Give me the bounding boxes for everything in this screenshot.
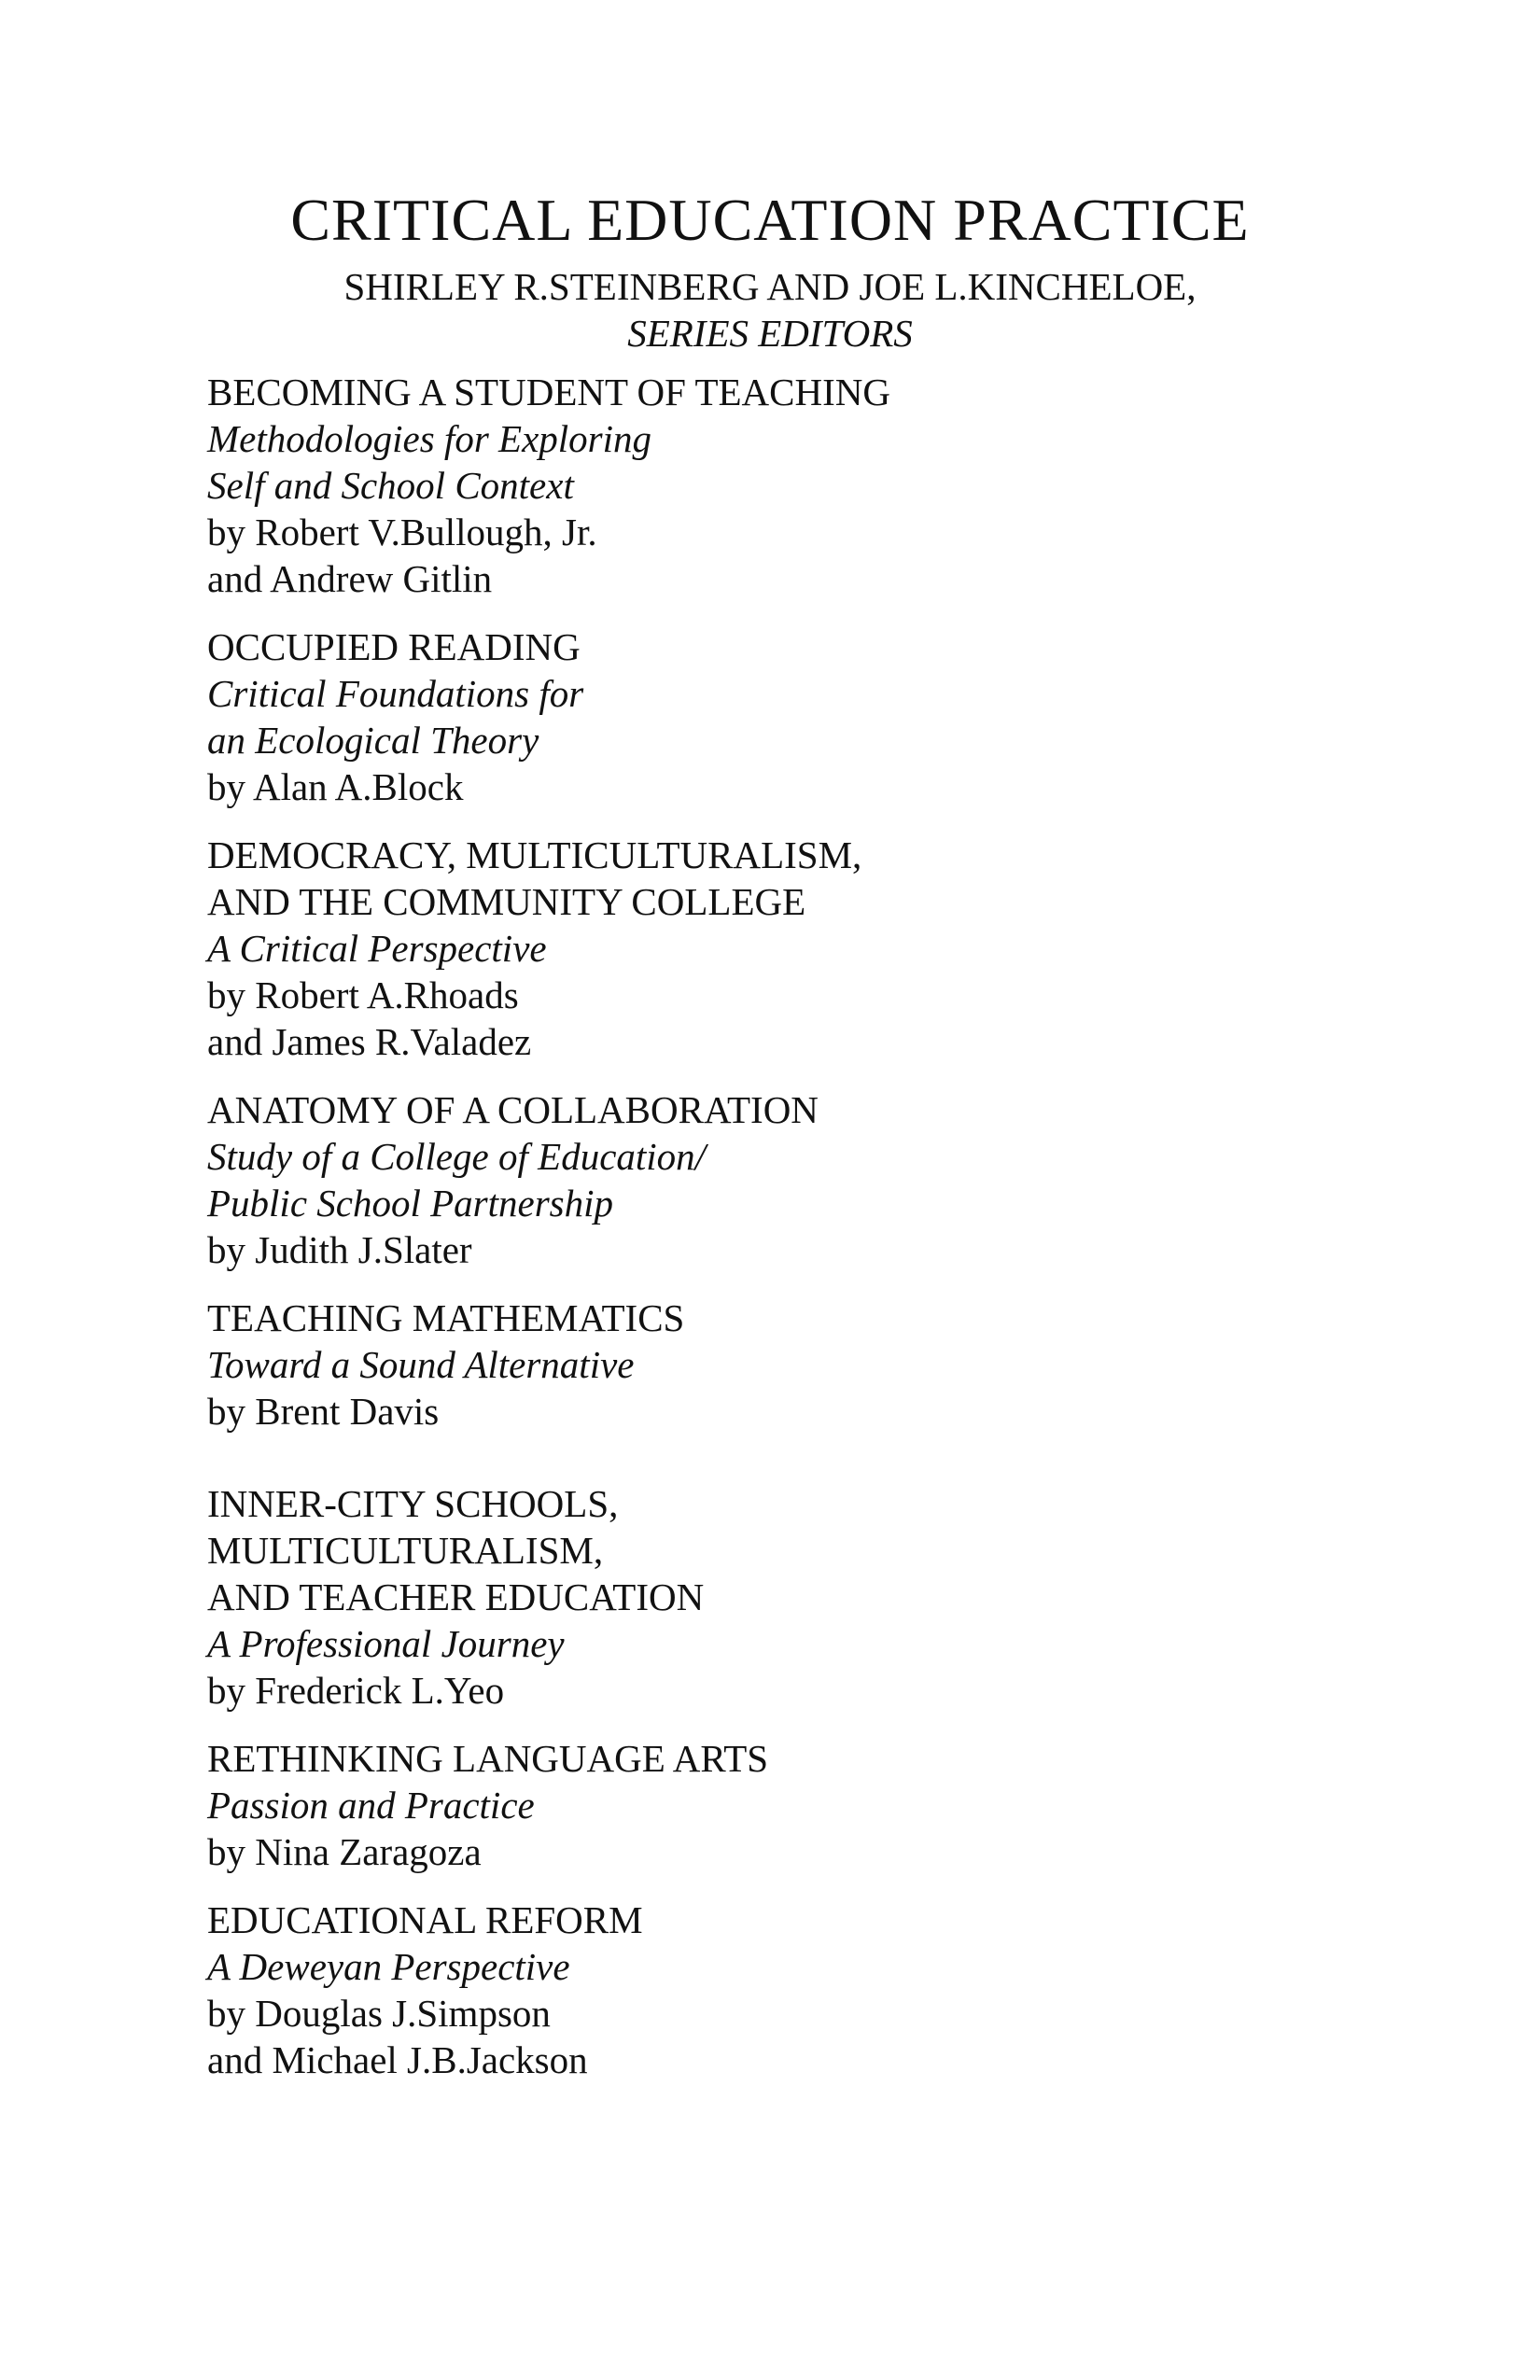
book-title: AND THE COMMUNITY COLLEGE [207, 880, 806, 923]
book-title: MULTICULTURALISM, [207, 1529, 604, 1572]
book-subtitle: A Critical Perspective [207, 927, 547, 970]
book-subtitle: Public School Partnership [207, 1182, 614, 1225]
book-author: by Robert A.Rhoads [207, 973, 519, 1016]
book-author: by Frederick L.Yeo [207, 1669, 505, 1712]
book-title: DEMOCRACY, MULTICULTURALISM, [207, 833, 862, 876]
book-subtitle: A Professional Journey [207, 1622, 565, 1665]
book-author: and Michael J.B.Jackson [207, 2038, 588, 2081]
series-editors-role: SERIES EDITORS [627, 312, 913, 355]
book-author: and James R.Valadez [207, 1020, 532, 1063]
book-entry [207, 1480, 1421, 1714]
book-title: INNER-CITY SCHOOLS, [207, 1482, 619, 1525]
book-entry [207, 1897, 1421, 2083]
book-title: TEACHING MATHEMATICS [207, 1296, 685, 1339]
book-title: BECOMING A STUDENT OF TEACHING [207, 371, 890, 413]
book-list [207, 369, 1421, 2105]
book-entry [207, 1295, 1421, 1435]
book-entry [207, 623, 1421, 810]
book-subtitle: Toward a Sound Alternative [207, 1343, 635, 1386]
book-author: by Douglas J.Simpson [207, 1992, 551, 2035]
book-entry [207, 832, 1421, 1065]
book-title: ANATOMY OF A COLLABORATION [207, 1088, 819, 1131]
book-author: by Nina Zaragoza [207, 1830, 482, 1873]
book-subtitle: A Deweyan Perspective [207, 1945, 570, 1988]
book-subtitle: Study of a College of Education/ [207, 1135, 707, 1178]
book-subtitle: Passion and Practice [207, 1784, 535, 1827]
book-entry [207, 1086, 1421, 1273]
book-subtitle: Self and School Context [207, 464, 574, 507]
series-title: CRITICAL EDUCATION PRACTICE [290, 187, 1250, 253]
book-entry [207, 1735, 1421, 1875]
series-editors: SHIRLEY R.STEINBERG AND JOE L.KINCHELOE, [343, 265, 1197, 308]
book-title: OCCUPIED READING [207, 625, 581, 668]
book-subtitle: Critical Foundations for [207, 672, 584, 715]
book-title: RETHINKING LANGUAGE ARTS [207, 1737, 769, 1780]
book-subtitle: an Ecological Theory [207, 719, 539, 762]
book-author: by Robert V.Bullough, Jr. [207, 511, 597, 553]
book-author: by Alan A.Block [207, 765, 464, 808]
book-author: by Judith J.Slater [207, 1228, 472, 1271]
book-title: AND TEACHER EDUCATION [207, 1575, 705, 1618]
book-author: by Brent Davis [207, 1390, 440, 1433]
book-subtitle: Methodologies for Exploring [207, 417, 652, 460]
series-editors-block [0, 263, 1540, 357]
book-title: EDUCATIONAL REFORM [207, 1898, 643, 1941]
book-author: and Andrew Gitlin [207, 557, 493, 600]
book-entry [207, 369, 1421, 602]
